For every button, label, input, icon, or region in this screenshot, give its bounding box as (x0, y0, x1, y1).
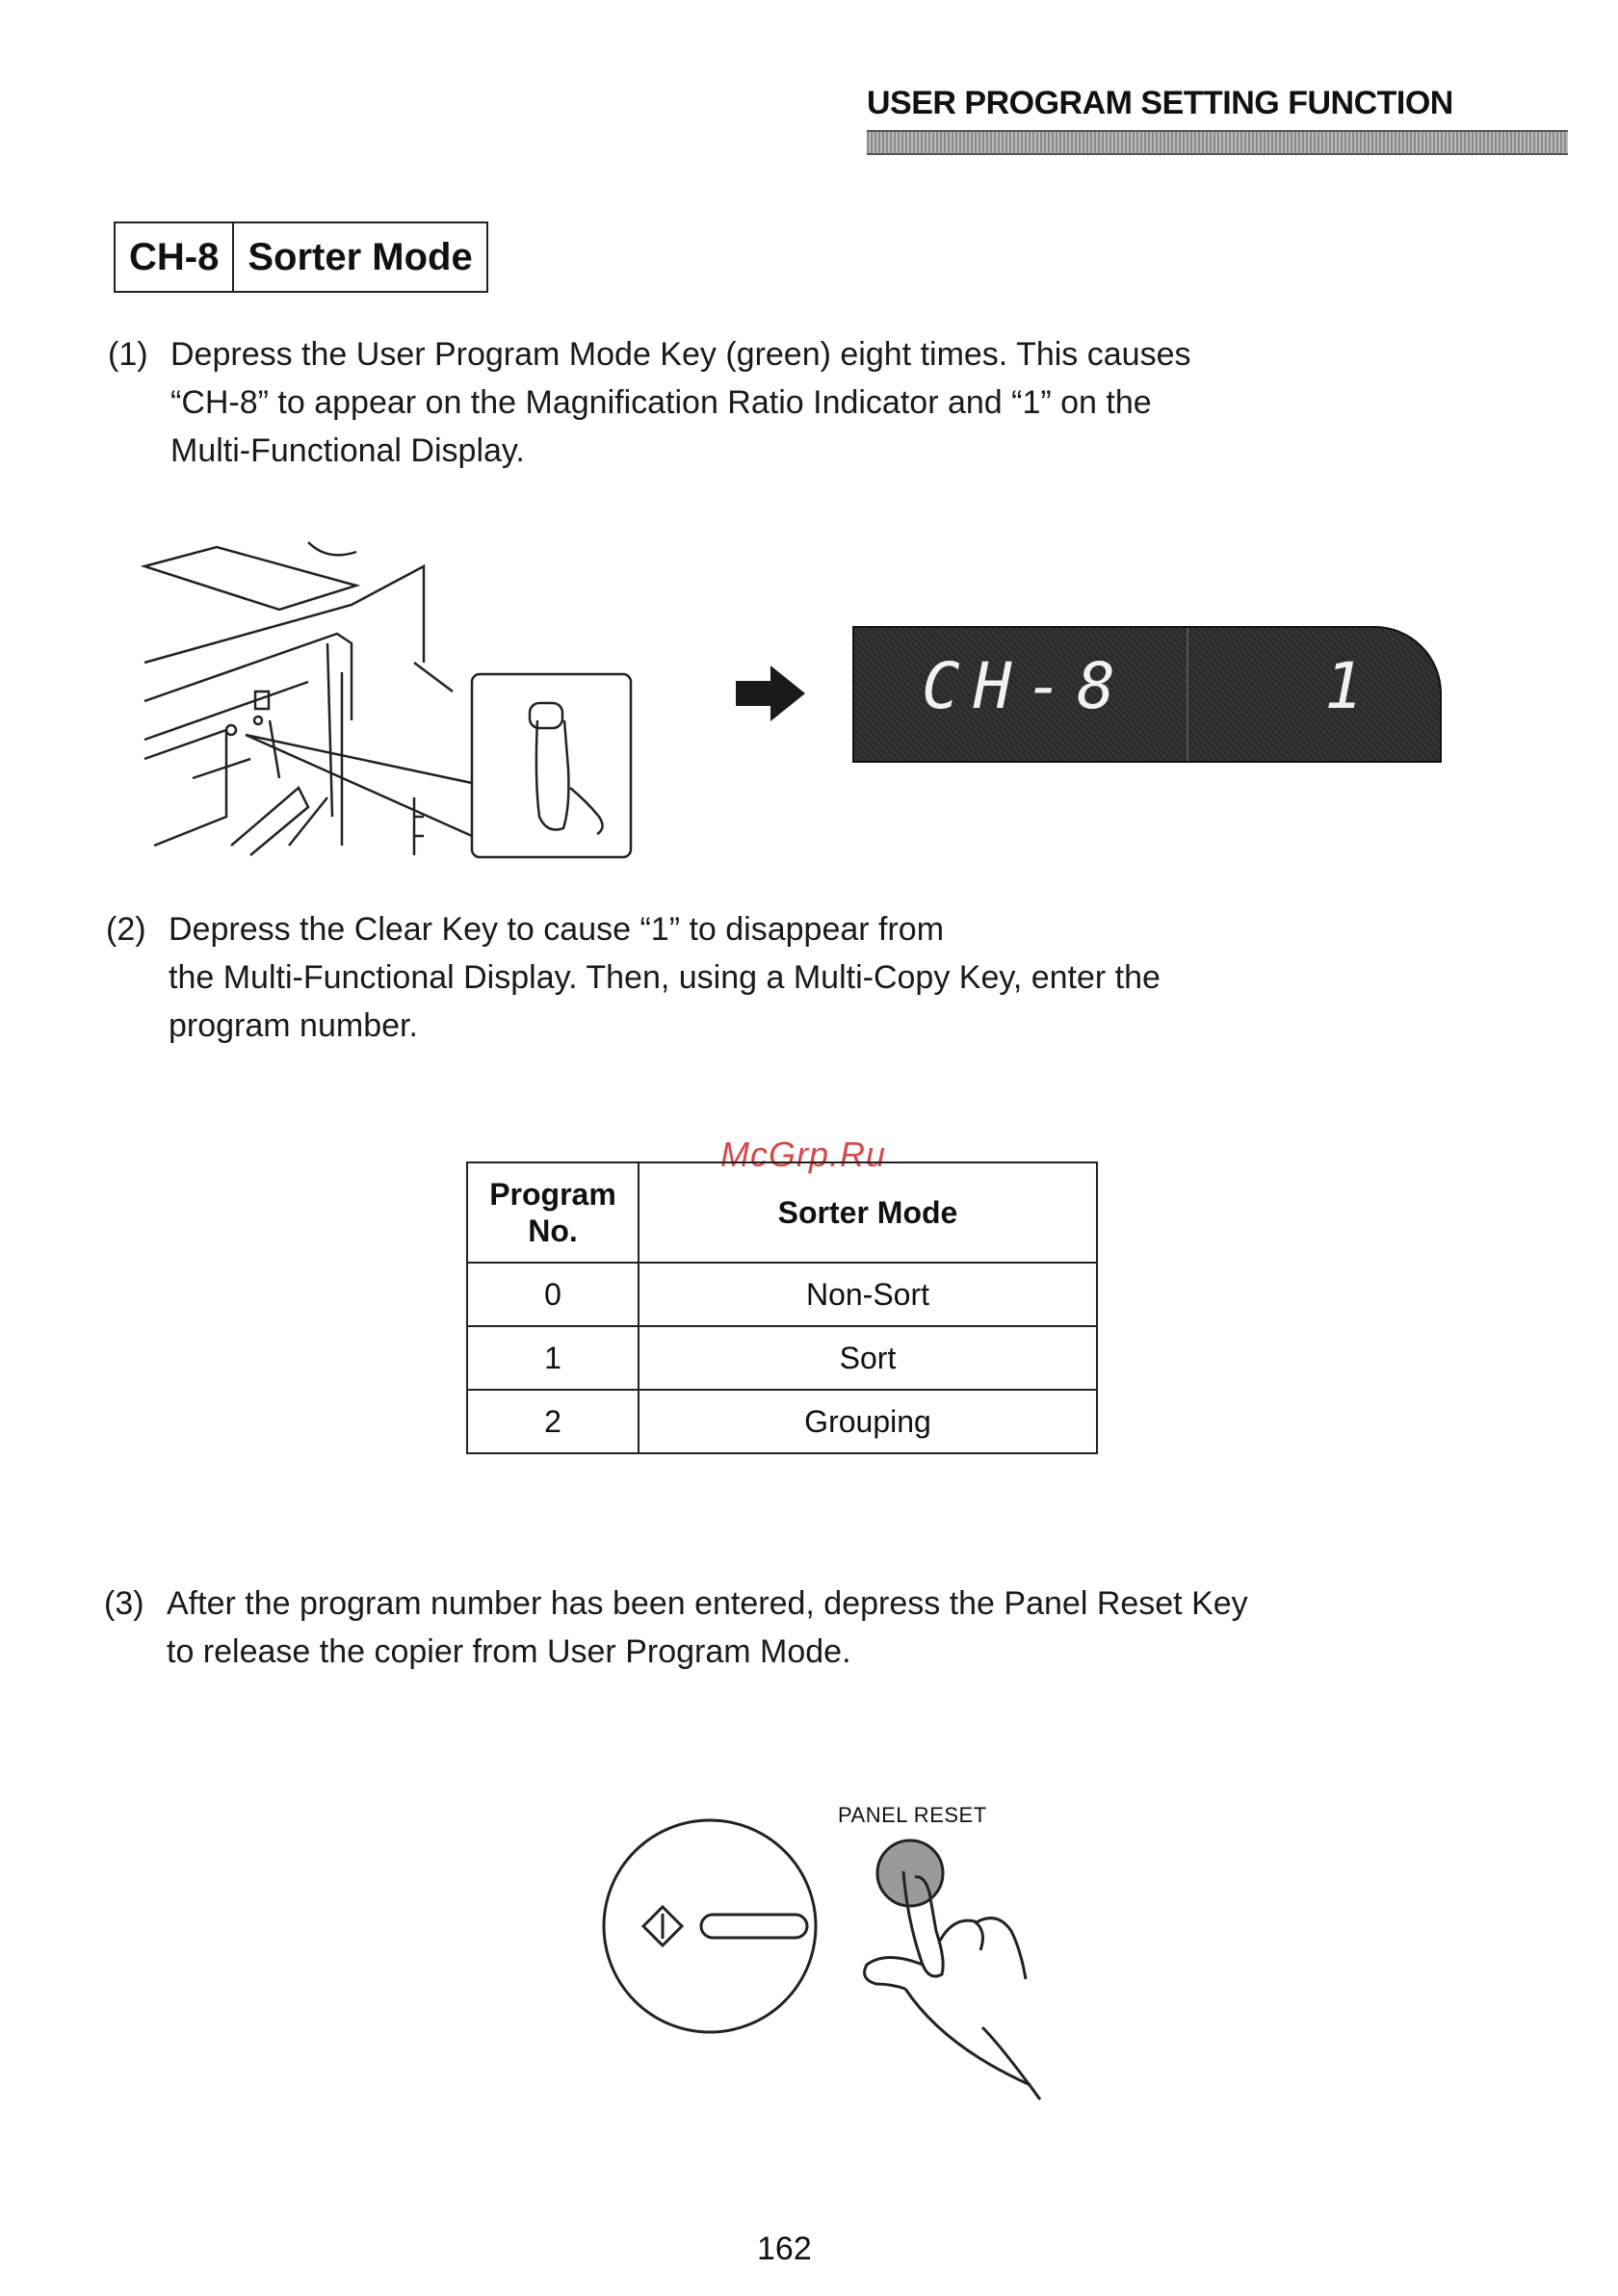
step-text-line: Multi-Functional Display. (170, 432, 525, 469)
multi-functional-display: 1 (1324, 649, 1363, 723)
step-text-line: to release the copier from User Program Mode. (167, 1633, 851, 1670)
table-header-row (467, 1162, 1097, 1263)
step-text-line: Depress the Clear Key to cause “1” to disappear from (169, 911, 945, 948)
header-line: No. (528, 1213, 578, 1248)
section-name: Sorter Mode (248, 236, 473, 278)
section-heading (114, 222, 488, 293)
step-text-line: After the program number has been entered, depress the Panel Reset Key (167, 1585, 1248, 1622)
section-code: CH-8 (116, 223, 234, 291)
start-key-bezel (604, 1820, 816, 2032)
program-number-cell: 0 (467, 1263, 639, 1326)
page-number: 162 (757, 2231, 812, 2267)
step-number: (1) (108, 336, 148, 373)
step-text-line: program number. (169, 1007, 418, 1044)
control-panel-display (852, 626, 1442, 763)
page-header-title: USER PROGRAM SETTING FUNCTION (867, 85, 1453, 121)
display-divider (1187, 628, 1188, 761)
sorter-mode-cell: Non-Sort (639, 1263, 1097, 1326)
table-row (467, 1263, 1097, 1326)
sorter-mode-cell: Sort (639, 1326, 1097, 1390)
program-table (466, 1161, 1098, 1454)
panel-reset-illustration (597, 1796, 1079, 2124)
step-text-line: Depress the User Program Mode Key (green) eight times. This causes (170, 336, 1191, 373)
magnification-ratio-indicator: CH-8 (922, 649, 1129, 723)
watermark: McGrp.Ru (720, 1135, 887, 1174)
step-number: (3) (104, 1585, 144, 1622)
table-row (467, 1390, 1097, 1453)
panel-reset-key (877, 1840, 943, 1906)
sorter-mode-cell: Grouping (639, 1390, 1097, 1453)
column-header-program-no (467, 1162, 639, 1263)
column-header-sorter-mode: Sorter Mode (639, 1162, 1097, 1263)
right-arrow-icon (732, 660, 809, 727)
step-number: (2) (106, 911, 146, 948)
header-line: Program (489, 1177, 616, 1212)
program-number-cell: 1 (467, 1326, 639, 1390)
table-row (467, 1326, 1097, 1390)
program-number-cell: 2 (467, 1390, 639, 1453)
panel-reset-label: PANEL RESET (838, 1803, 987, 1827)
step-text-line: the Multi-Functional Display. Then, using a Multi-Copy Key, enter the (169, 959, 1161, 996)
copier-panel-illustration (135, 528, 636, 865)
step-text-line: “CH-8” to appear on the Magnification Ratio Indicator and “1” on the (170, 384, 1152, 421)
start-key-slot (701, 1915, 807, 1938)
header-rule (867, 130, 1568, 155)
